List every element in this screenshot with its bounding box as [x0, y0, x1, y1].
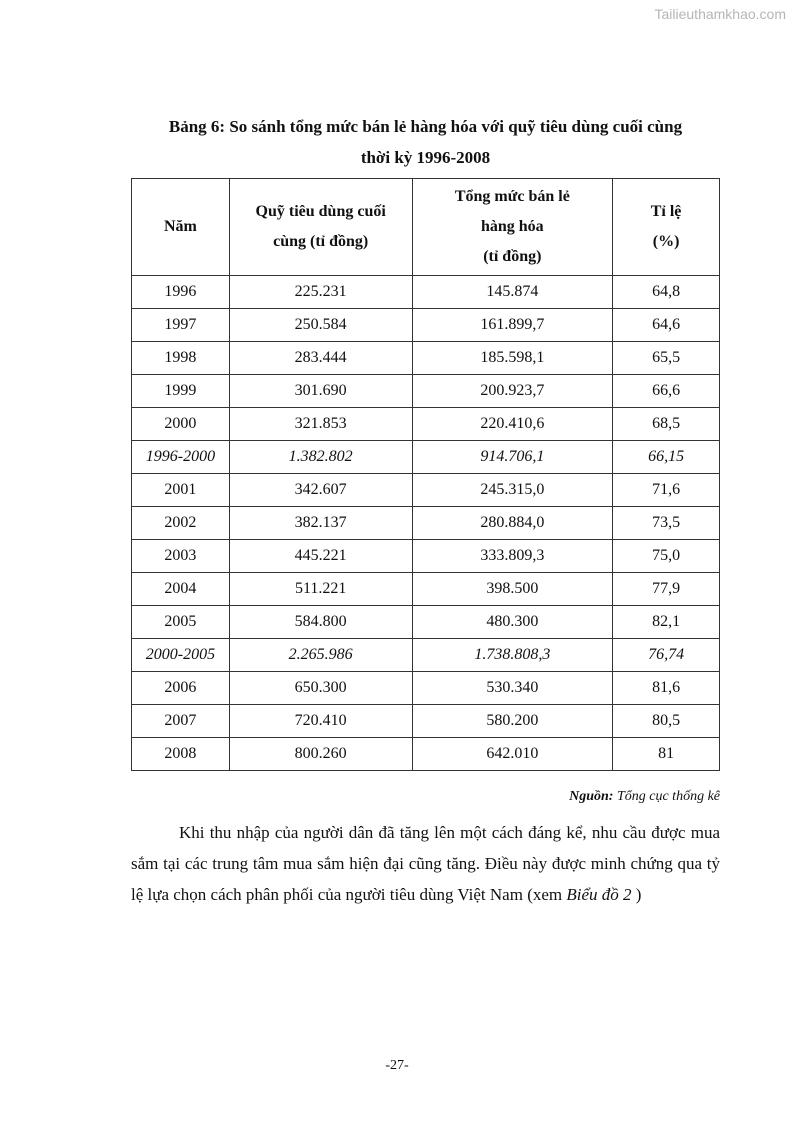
cell-year: 2004	[132, 573, 230, 606]
table-row	[132, 507, 720, 540]
cell-ratio: 65,5	[613, 342, 720, 375]
source-note	[569, 789, 720, 805]
cell-ratio: 75,0	[613, 540, 720, 573]
comparison-table	[131, 178, 720, 771]
cell-retail: 161.899,7	[412, 309, 613, 342]
cell-fund: 800.260	[229, 738, 412, 771]
table-header-row	[132, 179, 720, 276]
header-year: Năm	[132, 179, 230, 276]
table-title-line-1: Bảng 6: So sánh tổng mức bán lẻ hàng hóa với quỹ tiêu dùng cuối cùng	[168, 117, 683, 136]
body-paragraph	[131, 817, 720, 910]
header-ratio-line-1: Tỉ lệ	[650, 203, 682, 220]
page-number: -27-	[385, 1058, 409, 1073]
cell-ratio: 66,6	[613, 375, 720, 408]
table-row	[132, 474, 720, 507]
cell-retail: 200.923,7	[412, 375, 613, 408]
cell-ratio: 64,8	[613, 276, 720, 309]
cell-ratio: 64,6	[613, 309, 720, 342]
cell-ratio: 77,9	[613, 573, 720, 606]
cell-retail: 145.874	[412, 276, 613, 309]
cell-ratio: 73,5	[613, 507, 720, 540]
cell-fund: 584.800	[229, 606, 412, 639]
table-row	[132, 375, 720, 408]
table-body	[132, 276, 720, 771]
cell-retail: 220.410,6	[412, 408, 613, 441]
cell-retail: 245.315,0	[412, 474, 613, 507]
cell-ratio: 71,6	[613, 474, 720, 507]
source-label: Nguồn:	[569, 789, 614, 804]
table-summary-row	[132, 441, 720, 474]
table-row	[132, 573, 720, 606]
cell-year: 1996	[132, 276, 230, 309]
cell-year: 2002	[132, 507, 230, 540]
table-row	[132, 738, 720, 771]
cell-retail: 1.738.808,3	[412, 639, 613, 672]
table-row	[132, 276, 720, 309]
table-row	[132, 705, 720, 738]
cell-fund: 250.584	[229, 309, 412, 342]
cell-year: 2005	[132, 606, 230, 639]
table-row	[132, 540, 720, 573]
cell-retail: 398.500	[412, 573, 613, 606]
header-ratio	[613, 179, 720, 276]
header-ratio-line-2: (%)	[652, 233, 680, 250]
header-retail-total	[412, 179, 613, 276]
cell-fund: 511.221	[229, 573, 412, 606]
cell-year: 2003	[132, 540, 230, 573]
cell-retail: 185.598,1	[412, 342, 613, 375]
table-row	[132, 606, 720, 639]
cell-year: 2000-2005	[132, 639, 230, 672]
cell-retail: 333.809,3	[412, 540, 613, 573]
header-fund-line-2: cùng (tỉ đồng)	[273, 233, 369, 250]
cell-fund: 321.853	[229, 408, 412, 441]
cell-retail: 530.340	[412, 672, 613, 705]
table-summary-row	[132, 639, 720, 672]
cell-ratio: 81,6	[613, 672, 720, 705]
source-text: Tổng cục thống kê	[616, 789, 720, 804]
header-retail-line-3: (tỉ đồng)	[483, 248, 542, 265]
cell-year: 2007	[132, 705, 230, 738]
cell-retail: 280.884,0	[412, 507, 613, 540]
cell-year: 2008	[132, 738, 230, 771]
cell-retail: 580.200	[412, 705, 613, 738]
paragraph-end: )	[631, 885, 642, 904]
cell-year: 1998	[132, 342, 230, 375]
cell-fund: 2.265.986	[229, 639, 412, 672]
watermark: Tailieuthamkhao.com	[654, 6, 786, 22]
cell-retail: 642.010	[412, 738, 613, 771]
cell-year: 2006	[132, 672, 230, 705]
table-row	[132, 309, 720, 342]
cell-fund: 283.444	[229, 342, 412, 375]
table-row	[132, 672, 720, 705]
cell-year: 1999	[132, 375, 230, 408]
header-consumption-fund	[229, 179, 412, 276]
cell-ratio: 80,5	[613, 705, 720, 738]
cell-fund: 445.221	[229, 540, 412, 573]
chart-reference: Biểu đồ 2	[566, 885, 632, 904]
cell-fund: 301.690	[229, 375, 412, 408]
cell-year: 1996-2000	[132, 441, 230, 474]
cell-fund: 382.137	[229, 507, 412, 540]
table-row	[132, 408, 720, 441]
cell-retail: 480.300	[412, 606, 613, 639]
cell-ratio: 68,5	[613, 408, 720, 441]
header-fund-line-1: Quỹ tiêu dùng cuối	[255, 203, 386, 220]
cell-retail: 914.706,1	[412, 441, 613, 474]
cell-fund: 720.410	[229, 705, 412, 738]
cell-ratio: 66,15	[613, 441, 720, 474]
cell-fund: 650.300	[229, 672, 412, 705]
cell-year: 2001	[132, 474, 230, 507]
cell-year: 1997	[132, 309, 230, 342]
cell-fund: 225.231	[229, 276, 412, 309]
cell-ratio: 82,1	[613, 606, 720, 639]
header-retail-line-1: Tổng mức bán lẻ	[454, 188, 570, 205]
cell-fund: 1.382.802	[229, 441, 412, 474]
table-row	[132, 342, 720, 375]
cell-year: 2000	[132, 408, 230, 441]
header-retail-line-2: hàng hóa	[480, 218, 544, 235]
cell-fund: 342.607	[229, 474, 412, 507]
table-title-line-2: thời kỳ 1996-2008	[360, 148, 491, 167]
cell-ratio: 76,74	[613, 639, 720, 672]
cell-ratio: 81	[613, 738, 720, 771]
paragraph-text: Khi thu nhập của người dân đã tăng lên một cách đáng kể, nhu cầu được mua sắm tại các trung tâm mua sắm hiện đại cũng tăng. Điều này được minh chứng qua tỷ lệ lựa chọn cách phân phối của người tiêu dùng Việt Nam (xem	[131, 823, 720, 904]
